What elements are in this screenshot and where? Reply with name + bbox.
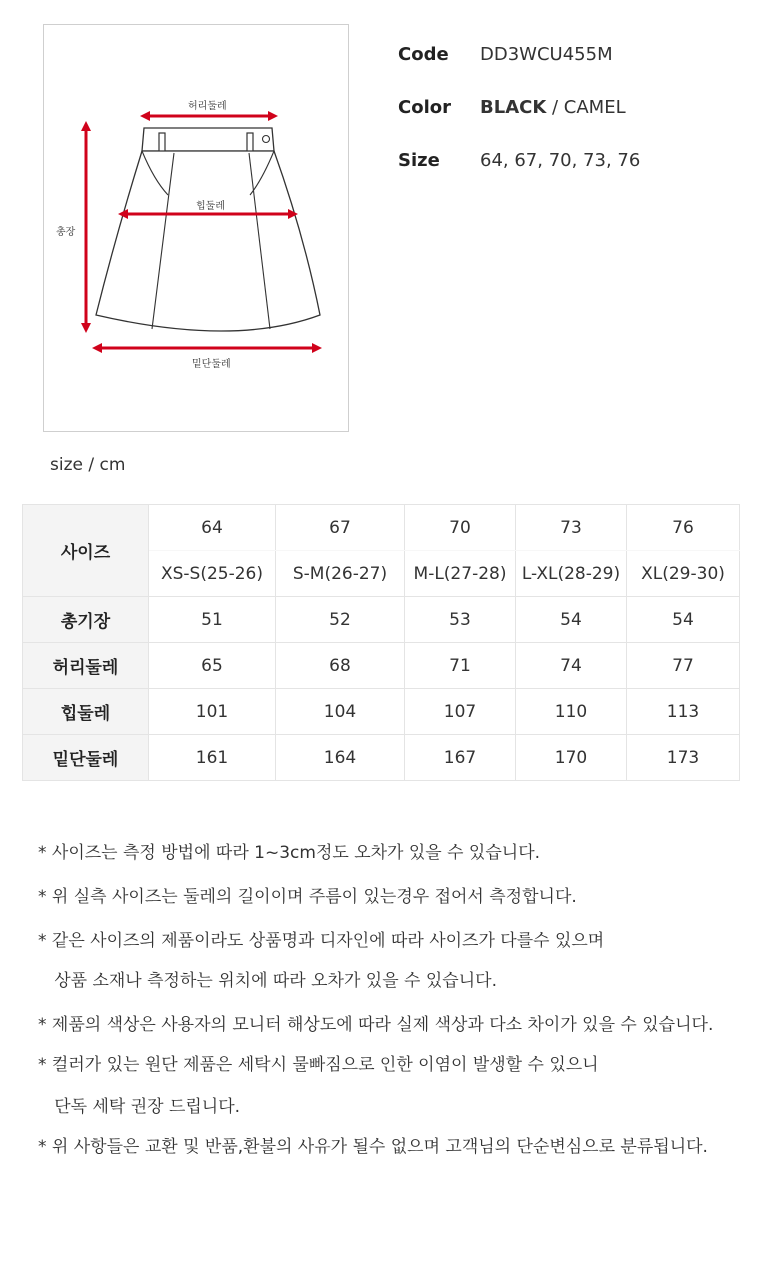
hem-label: 밑단둘레 [192,359,231,370]
table-row [23,735,740,781]
size-alias-cell: XL(29-30) [627,551,740,597]
note-line: * 제품의 색상은 사용자의 모니터 해상도에 따라 실제 색상과 다소 차이가 있을 수 있습니다. [38,1015,714,1035]
note-line: * 컬러가 있는 원단 제품은 세탁시 물빠짐으로 인한 이염이 발생할 수 있으니 [38,1055,599,1075]
table-cell: 101 [149,689,276,735]
color-primary: BLACK [480,97,547,118]
table-cell: 170 [516,735,627,781]
table-cell: 65 [149,643,276,689]
table-row [23,597,740,643]
note-line: * 위 실측 사이즈는 둘레의 길이이며 주름이 있는경우 접어서 측정합니다. [38,887,577,907]
table-cell: 110 [516,689,627,735]
color-label: Color [398,97,451,118]
size-alias-cell: L-XL(28-29) [516,551,627,597]
size-label: Size [398,150,440,171]
table-cell: 51 [149,597,276,643]
row-label: 밑단둘레 [23,735,149,781]
size-cell: 76 [627,505,740,551]
table-cell: 77 [627,643,740,689]
size-alias-cell: XS-S(25-26) [149,551,276,597]
row-label: 허리둘레 [23,643,149,689]
table-cell: 107 [405,689,516,735]
size-cell: 70 [405,505,516,551]
row-label: 총기장 [23,597,149,643]
length-label: 총장 [56,227,76,238]
size-table [22,504,740,781]
table-cell: 74 [516,643,627,689]
note-line: 단독 세탁 권장 드립니다. [38,1097,241,1117]
table-cell: 167 [405,735,516,781]
size-alias-cell: M-L(27-28) [405,551,516,597]
color-rest: / CAMEL [546,97,626,118]
waist-label: 허리둘레 [188,101,227,112]
size-value: 64, 67, 70, 73, 76 [480,150,641,171]
color-value [480,97,626,118]
code-value: DD3WCU455M [480,44,613,65]
table-row [23,643,740,689]
code-label: Code [398,44,449,65]
size-cell: 67 [276,505,405,551]
size-cell: 73 [516,505,627,551]
size-cell: 64 [149,505,276,551]
table-cell: 71 [405,643,516,689]
note-line: * 같은 사이즈의 제품이라도 상품명과 디자인에 따라 사이즈가 다를수 있으며 [38,931,605,951]
table-cell: 68 [276,643,405,689]
unit-label: size / cm [50,455,126,475]
table-cell: 164 [276,735,405,781]
table-cell: 54 [627,597,740,643]
size-alias-cell: S-M(26-27) [276,551,405,597]
table-cell: 104 [276,689,405,735]
table-cell: 113 [627,689,740,735]
table-row [23,689,740,735]
table-cell: 54 [516,597,627,643]
note-line: * 위 사항들은 교환 및 반품,환불의 사유가 될수 없으며 고객님의 단순변심으로 분류됩니다. [38,1137,708,1157]
table-cell: 161 [149,735,276,781]
skirt-diagram [43,24,349,432]
row-label: 힙둘레 [23,689,149,735]
table-cell: 53 [405,597,516,643]
hip-label: 힙둘레 [196,201,225,212]
size-header-row [23,505,740,551]
note-line: 상품 소재나 측정하는 위치에 따라 오차가 있을 수 있습니다. [38,971,497,991]
note-line: * 사이즈는 측정 방법에 따라 1~3cm정도 오차가 있을 수 있습니다. [38,843,541,863]
skirt-illustration [44,25,350,433]
size-header: 사이즈 [23,505,149,597]
table-cell: 52 [276,597,405,643]
table-cell: 173 [627,735,740,781]
